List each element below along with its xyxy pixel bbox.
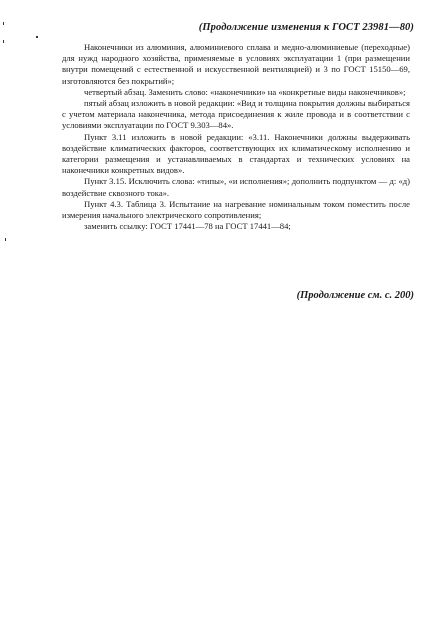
margin-mark-left-1	[3, 22, 4, 25]
margin-mark-left-3	[5, 238, 6, 241]
continuation-header: (Продолжение изменения к ГОСТ 23981—80)	[198, 22, 414, 33]
document-body	[62, 42, 410, 232]
paragraph-5: Пункт 3.15. Исключить слова: «типы», «и исполнения»; дополнить подпунктом — д: «д) воздействие сквозного тока».	[62, 176, 410, 198]
margin-mark-left-2	[3, 40, 4, 43]
paragraph-3: пятый абзац изложить в новой редакции: «Вид и толщина покрытия должны выбираться с учетом материала наконечника, метода присоединения к жиле провода и в соответствии с условиями эксплуатации по ГОСТ 9.303—84».	[62, 98, 410, 131]
paragraph-2: четвертый абзац. Заменить слово: «наконечники» на «конкретные виды наконечников»;	[84, 86, 406, 97]
paragraph-1: Наконечники из алюминия, алюминиевого сплава и медно-алюминиевые (переходные) для нужд народного хозяйства, применяемые в условиях эксплуатации 1 (при размещении внутри помещений с естественной и искусственной вентиляцией) и 3 по ГОСТ 15150—69, изготовляются без покрытий»;	[62, 42, 410, 86]
continuation-footer: (Продолжение см. с. 200)	[296, 290, 414, 301]
paragraph-6: Пункт 4.3. Таблица 3. Испытание на нагревание номинальным током поместить после измерения начального электрического сопротивления;	[62, 198, 410, 221]
paragraph-4: Пункт 3.11 изложить в новой редакции: «3.11. Наконечники должны выдерживать воздействие климатических факторов, соответствующих их климатическому исполнению и категории размещения и устанавливаемых в стандартах и технических условиях на наконечники конкретных видов».	[62, 131, 410, 176]
paragraph-7: заменить ссылку: ГОСТ 17441—78 на ГОСТ 17441—84;	[84, 221, 291, 232]
margin-mark-top	[36, 36, 38, 38]
